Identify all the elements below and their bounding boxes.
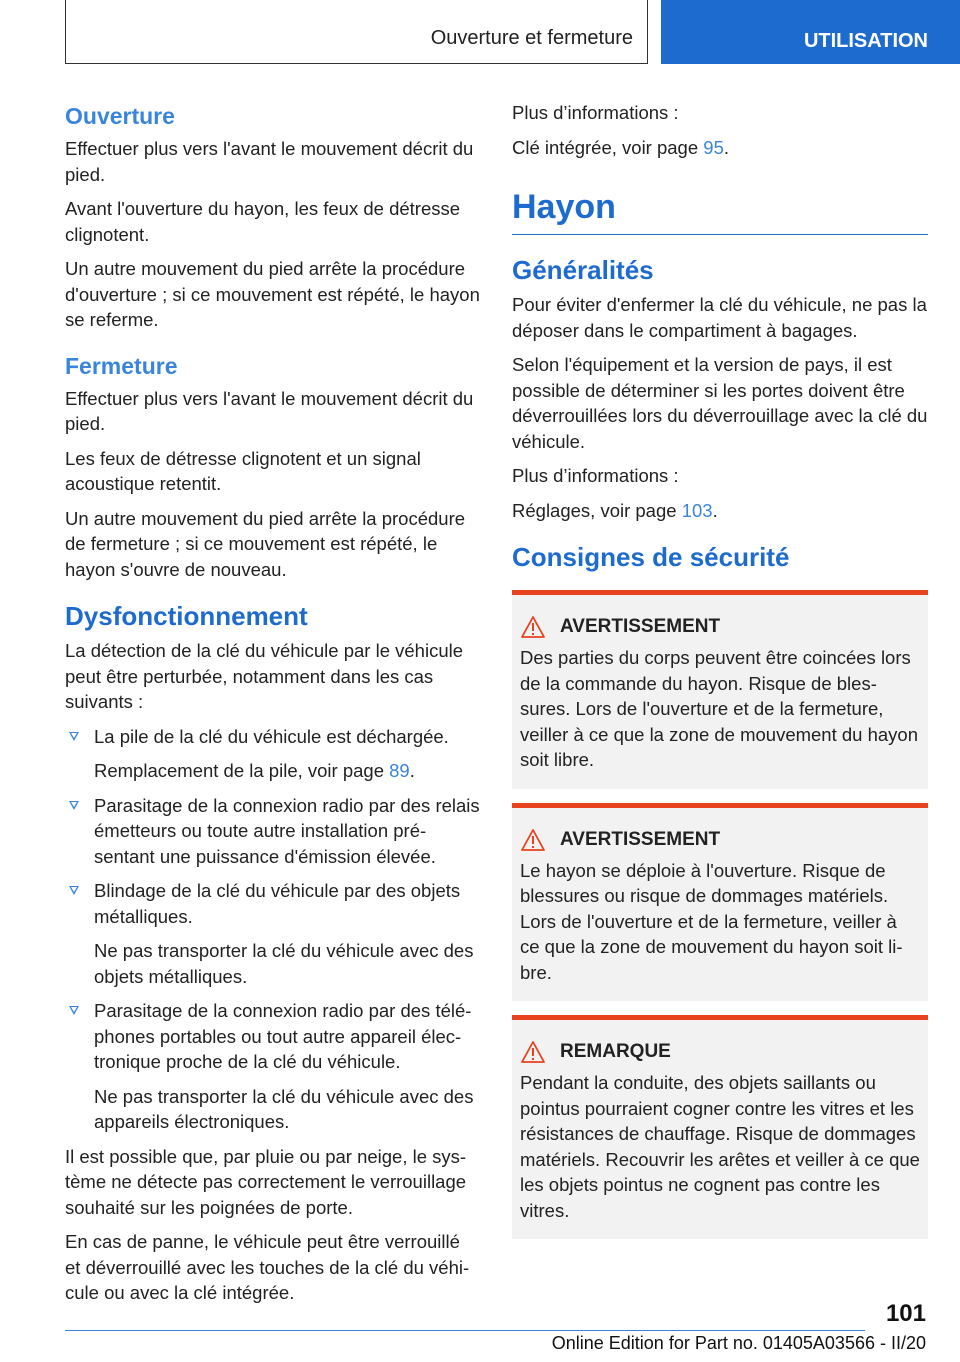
paragraph: Selon l'équipement et la version de pays, il est possible de déterminer si les portes doivent être déverrouillées lors du déverrouillage avec la clé du véhicule. bbox=[512, 354, 928, 452]
list-item-text: Parasitage de la connexion radio par des relais émetteurs ou toute autre installation présentant une puissance d'émission élevée. bbox=[94, 794, 480, 867]
triangle-bullet-icon bbox=[69, 801, 79, 810]
footer-edition: Online Edition for Part no. 01405A03566 - II/20 bbox=[551, 1333, 926, 1353]
list-item-text: La pile de la clé du véhicule est déchargée. bbox=[94, 725, 449, 747]
list-item-text: Blindage de la clé du véhicule par des objets métalliques. bbox=[94, 880, 461, 927]
paragraph: Effectuer plus vers l'avant le mouvement décrit du pied. bbox=[65, 387, 474, 434]
warning-text: Le hayon se déploie à l'ouverture. Risque de blessures ou risque de dommages matériels. Lors de l'ouverture et de la fermeture, veiller à ce que la zone de mouvement du hayon soit libre. bbox=[520, 859, 903, 983]
paragraph: Il est possible que, par pluie ou par neige, le système ne détecte pas correctement le verrouillage souhaité sur les poignées de porte. bbox=[65, 1145, 467, 1218]
header-section-title: Ouverture et fermeture bbox=[430, 27, 633, 49]
warning-box bbox=[512, 803, 928, 1002]
ouverture-heading: Ouverture bbox=[65, 103, 175, 129]
list-item-subtext: Ne pas transporter la clé du véhicule avec des appareils électroniques. bbox=[94, 1085, 474, 1132]
list-item bbox=[65, 998, 480, 1135]
warning-triangle-icon bbox=[520, 615, 546, 639]
list-item-subtext: Ne pas transporter la clé du véhicule avec des objets métalliques. bbox=[94, 940, 474, 987]
triangle-bullet-icon bbox=[69, 1006, 79, 1015]
list-item-subtext: Remplacement de la pile, voir page 89. bbox=[94, 760, 415, 781]
reference-line: Réglages, voir page 103. bbox=[512, 499, 718, 521]
warning-title: AVERTISSEMENT bbox=[560, 616, 721, 637]
page-number: 101 bbox=[885, 1300, 926, 1327]
warning-box bbox=[512, 590, 928, 789]
warning-triangle-icon bbox=[520, 1040, 546, 1064]
paragraph: La détection de la clé du véhicule par le véhicule peut être perturbée, notamment dans les cas suivants : bbox=[65, 640, 464, 712]
info-label: Plus d’informations : bbox=[512, 102, 679, 123]
right-column bbox=[512, 100, 928, 1253]
warning-triangle-icon bbox=[520, 828, 546, 852]
triangle-bullet-icon bbox=[69, 886, 79, 895]
dysfonctionnement-heading: Dysfonctionnement bbox=[65, 601, 308, 631]
info-label: Plus d’informations : bbox=[512, 465, 679, 486]
paragraph: Pour éviter d'enfermer la clé du véhicule, ne pas la déposer dans le compartiment à bagages. bbox=[512, 294, 927, 341]
triangle-bullet-icon bbox=[69, 732, 79, 741]
page-link[interactable]: 95 bbox=[703, 136, 724, 158]
paragraph: Les feux de détresse clignotent et un signal acoustique retentit. bbox=[65, 447, 421, 494]
list-item-text: Parasitage de la connexion radio par des téléphones portables ou tout autre appareil électronique proche de la clé du véhicule. bbox=[94, 1000, 472, 1072]
fermeture-heading: Fermeture bbox=[65, 352, 178, 379]
paragraph: Un autre mouvement du pied arrête la procédure de fermeture ; si ce mouvement est répété, le hayon s'ouvre de nouveau. bbox=[65, 507, 466, 580]
page-link[interactable]: 103 bbox=[681, 499, 713, 521]
warning-title: AVERTISSEMENT bbox=[560, 828, 721, 850]
paragraph: En cas de panne, le véhicule peut être verrouillé et déverrouillé avec les touches de la clé du véhicule ou avec la clé intégrée. bbox=[65, 1231, 470, 1303]
page-link[interactable]: 89 bbox=[389, 760, 410, 781]
list-item bbox=[65, 724, 480, 784]
notice-box bbox=[512, 1015, 928, 1239]
list-item bbox=[65, 793, 480, 870]
header-chapter-tab[interactable]: UTILISATION bbox=[661, 0, 960, 64]
notice-title: REMARQUE bbox=[560, 1041, 671, 1062]
left-column bbox=[65, 100, 480, 1315]
hayon-heading: Hayon bbox=[512, 183, 928, 235]
list-item bbox=[65, 878, 480, 989]
paragraph: Un autre mouvement du pied arrête la procédure d'ouverture ; si ce mouvement est répété, le hayon se referme. bbox=[65, 258, 480, 330]
cases-list bbox=[65, 724, 480, 1135]
paragraph: Avant l'ouverture du hayon, les feux de détresse clignotent. bbox=[65, 198, 461, 245]
reference-line: Clé intégrée, voir page 95. bbox=[512, 136, 729, 158]
footer-divider bbox=[65, 1330, 865, 1331]
paragraph: Effectuer plus vers l'avant le mouvement décrit du pied. bbox=[65, 138, 474, 185]
notice-text: Pendant la conduite, des objets saillants ou pointus pourraient cogner contre les vitres et les résistances de chauffage. Risque de dommages matériels. Recouvrir les arêtes et veiller à ce que les objets pointus ne cognent pas contre les vitres. bbox=[520, 1072, 920, 1221]
header-section-box bbox=[65, 0, 648, 64]
consignes-heading: Consignes de sécurité bbox=[512, 542, 790, 572]
generalites-heading: Généralités bbox=[512, 255, 654, 285]
warning-text: Des parties du corps peuvent être coincées lors de la commande du hayon. Risque de blessures. Lors de l'ouverture et de la fermeture, veiller à ce que la zone de mouvement du hayon soit libre. bbox=[520, 647, 919, 770]
